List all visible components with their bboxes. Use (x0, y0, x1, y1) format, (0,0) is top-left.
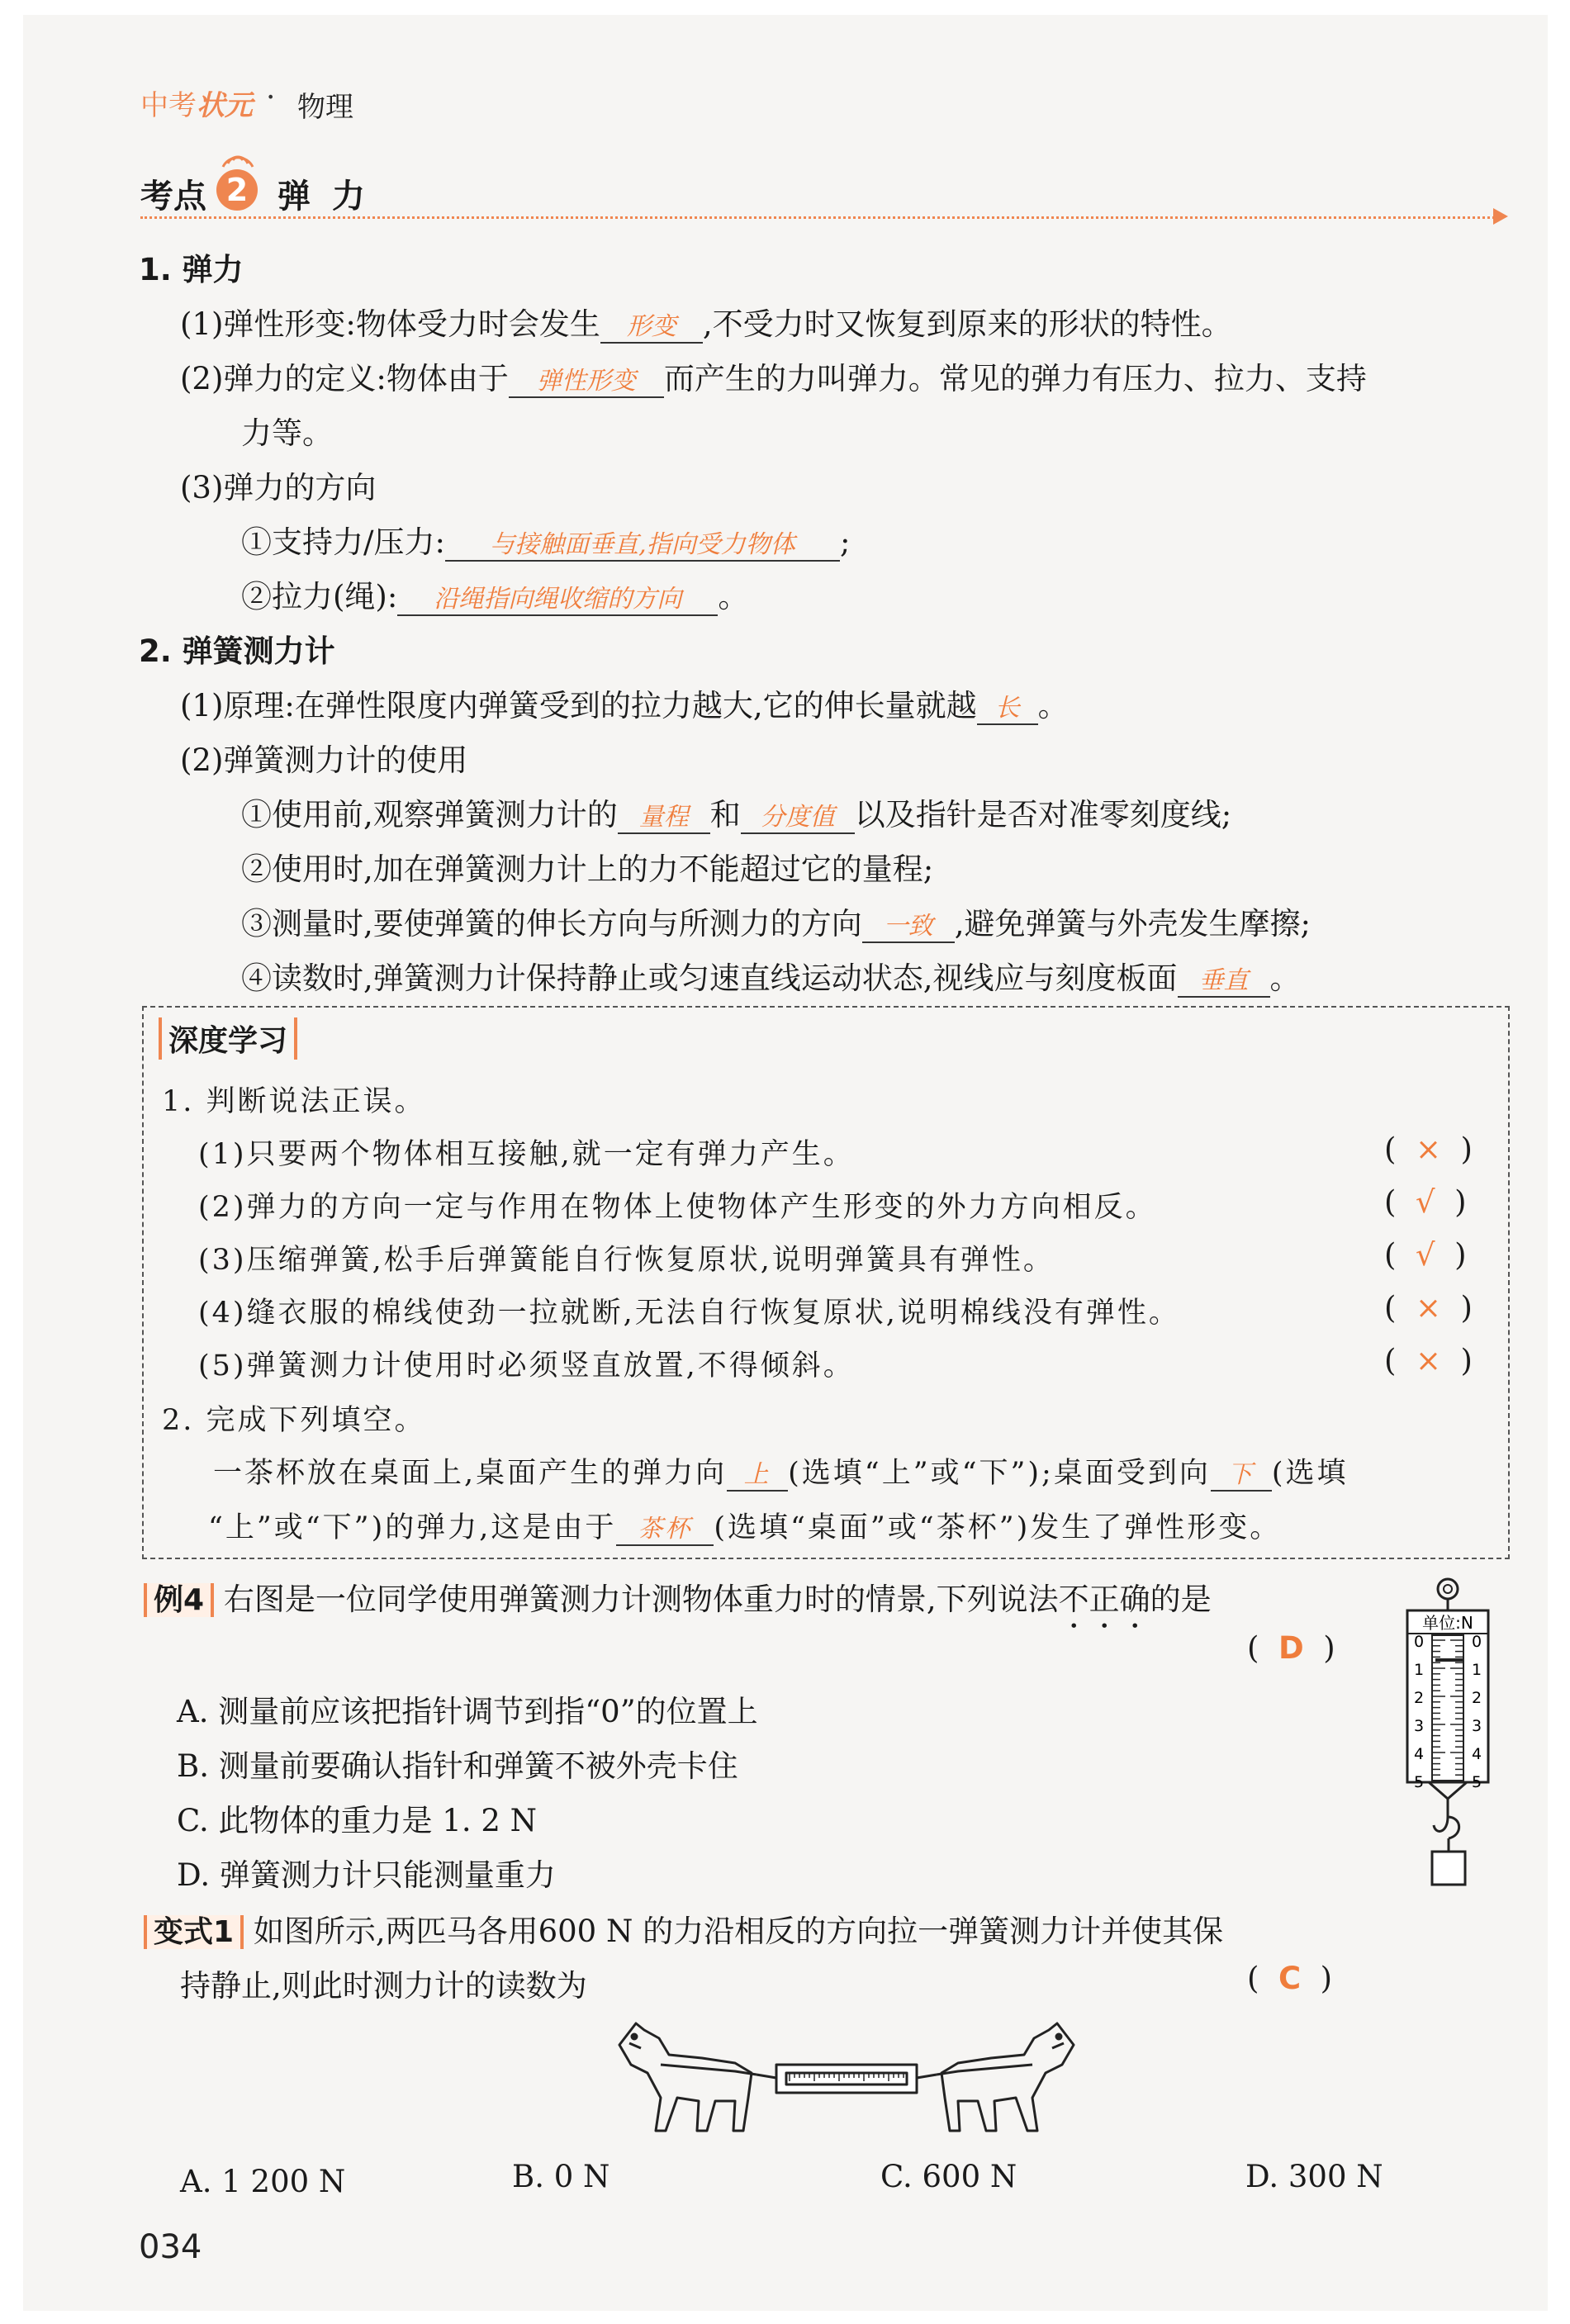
answer-blank: 沿绳指向绳收缩的方向 (397, 578, 718, 616)
fill-line-1: 一茶杯放在桌面上,桌面产生的弹力向 上 (选填“上”或“下”);桌面受到向 下 (选填 (213, 1450, 1348, 1492)
variant1-tag: 变式1 (144, 1915, 244, 1949)
answer-blank: 形变 (600, 306, 703, 344)
variant1-stem-cont: 持静止,则此时测力计的读数为 (180, 1968, 587, 2004)
part2-sub3: ③测量时,要使弹簧的伸长方向与所测力的方向 一致 ,避免弹簧与外壳发生摩擦; (241, 906, 1311, 941)
variant1-option-a: A. 1 200 N (180, 2164, 346, 2199)
answer-blank: 茶杯 (616, 1508, 714, 1546)
part1-title: 1. 弹力 (139, 252, 244, 287)
answer-blank: 长 (977, 687, 1038, 725)
part1-sub1: ①支持力/压力: 与接触面垂直,指向受力物体 ; (241, 524, 851, 560)
scale-tick-label: 1 (1413, 1661, 1425, 1679)
spring-scale-figure (1396, 1577, 1503, 1966)
scale-tick-label: 1 (1471, 1661, 1482, 1679)
example4-answer: ( D ) (1247, 1630, 1335, 1666)
variant1-option-c: C. 600 N (880, 2159, 1017, 2194)
deep-q1: 1. 判断说法正误。 (162, 1085, 426, 1118)
answer-blank: 垂直 (1178, 960, 1270, 998)
part2-sub1: ①使用前,观察弹簧测力计的 量程 和 分度值 以及指针是否对准零刻度线; (241, 797, 1232, 832)
part1-sub2: ②拉力(绳): 沿绳指向绳收缩的方向 。 (241, 579, 749, 614)
judge-item-3: (3)压缩弹簧,松手后弹簧能自行恢复原状,说明弹簧具有弹性。 (198, 1244, 1055, 1277)
example4-option-d: D. 弹簧测力计只能测量重力 (177, 1857, 556, 1893)
judge-item-2: (2)弹力的方向一定与作用在物体上使物体产生形变的外力方向相反。 (198, 1191, 1157, 1224)
scale-tick-label: 2 (1471, 1689, 1482, 1707)
signal-icon (218, 145, 258, 170)
judge-answer-5: ( × ) (1384, 1343, 1473, 1378)
scale-unit-label: 单位:N (1422, 1613, 1473, 1633)
answer-blank: 分度值 (741, 796, 855, 834)
example4-option-a: A. 测量前应该把指针调节到指“0”的位置上 (177, 1694, 758, 1729)
judge-answer-4: ( × ) (1384, 1290, 1473, 1326)
judge-answer-1: ( × ) (1384, 1131, 1473, 1167)
subject-title: 物理 (297, 91, 353, 124)
judge-answer-3: ( √ ) (1384, 1237, 1467, 1273)
brand-logo: 中考状元 (140, 89, 253, 122)
answer-blank: 弹性形变 (509, 360, 664, 398)
answer-blank: 一致 (862, 905, 955, 943)
header-dot: · (266, 81, 276, 115)
answer-blank: 下 (1211, 1454, 1272, 1492)
answer-blank: 与接触面垂直,指向受力物体 (445, 524, 840, 562)
scale-tick-label: 3 (1413, 1717, 1425, 1735)
example4-tag: 例4 (144, 1583, 214, 1617)
deep-q2: 2. 完成下列填空。 (162, 1404, 426, 1437)
example4-stem: 例4 右图是一位同学使用弹簧测力计测物体重力时的情景,下列说法不正确的是 (144, 1574, 1212, 1635)
section-number: 2 (216, 169, 258, 211)
scale-tick-label: 5 (1413, 1773, 1425, 1791)
scale-tick-label: 4 (1471, 1745, 1482, 1763)
section-name: 弹力 (277, 178, 387, 216)
answer-blank: 量程 (618, 796, 710, 834)
part1-item1: (1)弹性形变:物体受力时会发生 形变 ,不受力时又恢复到原来的形状的特性。 (180, 306, 1232, 342)
scale-tick-label: 5 (1471, 1773, 1482, 1791)
scale-tick-label: 0 (1413, 1633, 1425, 1651)
deep-learning-tag: 深度学习 (159, 1017, 297, 1060)
part2-item1: (1)原理:在弹性限度内弹簧受到的拉力越大,它的伸长量就越 长 。 (180, 688, 1069, 723)
scale-tick-label: 2 (1413, 1689, 1425, 1707)
variant1-answer: ( C ) (1247, 1961, 1333, 1996)
variant1-option-d: D. 300 N (1245, 2159, 1383, 2194)
judge-item-4: (4)缝衣服的棉线使劲一拉就断,无法自行恢复原状,说明棉线没有弹性。 (198, 1297, 1180, 1330)
example4-option-c: C. 此物体的重力是 1. 2 N (177, 1803, 538, 1838)
scale-tick-label: 4 (1413, 1745, 1425, 1763)
part2-sub4: ④读数时,弹簧测力计保持静止或匀速直线运动状态,视线应与刻度板面 垂直 。 (241, 960, 1301, 996)
judge-item-1: (1)只要两个物体相互接触,就一定有弹力产生。 (198, 1138, 855, 1171)
scale-tick-label: 3 (1471, 1717, 1482, 1735)
arrow-icon (1493, 208, 1508, 225)
horses-pulling-figure (611, 2015, 1082, 2147)
example4-option-b: B. 测量前要确认指针和弹簧不被外壳卡住 (177, 1748, 738, 1784)
scale-tick-label: 0 (1471, 1633, 1482, 1651)
answer-blank: 上 (727, 1454, 788, 1492)
part1-item2-cont: 力等。 (241, 415, 333, 451)
part2-sub2: ②使用时,加在弹簧测力计上的力不能超过它的量程; (241, 851, 934, 887)
variant1-option-b: B. 0 N (512, 2159, 610, 2194)
section-label: 考点 (140, 178, 206, 216)
part2-title: 2. 弹簧测力计 (139, 633, 335, 669)
part2-item2: (2)弹簧测力计的使用 (180, 742, 468, 778)
variant1-stem: 变式1 如图所示,两匹马各用600 N 的力沿相反的方向拉一弹簧测力计并使其保 (144, 1906, 1223, 1951)
judge-item-5: (5)弹簧测力计使用时必须竖直放置,不得倾斜。 (198, 1349, 855, 1383)
part1-item2: (2)弹力的定义:物体由于 弹性形变 而产生的力叫弹力。常见的弹力有压力、拉力、支持 (180, 361, 1367, 396)
page-number: 034 (139, 2228, 202, 2266)
judge-answer-2: ( √ ) (1384, 1184, 1467, 1220)
fill-line-2: “上”或“下”)的弹力,这是由于 茶杯 (选填“桌面”或“茶杯”)发生了弹性形变。 (208, 1505, 1281, 1546)
section-divider (140, 216, 1495, 219)
part1-item3: (3)弹力的方向 (180, 470, 377, 505)
